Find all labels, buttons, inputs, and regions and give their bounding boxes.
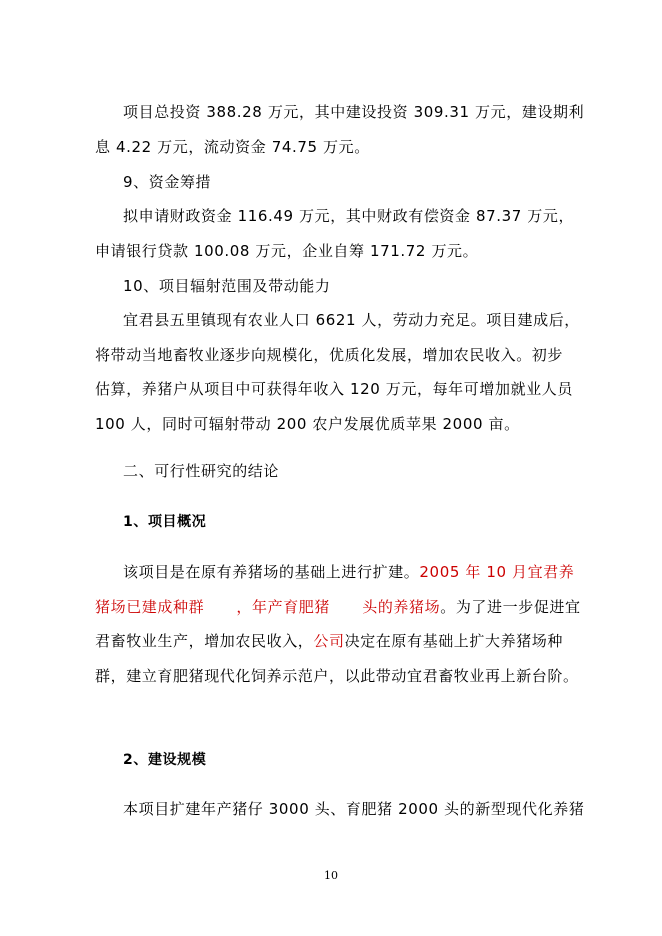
radiation-line-2: 将带动当地畜牧业逐步向规模化，优质化发展，增加农民收入。初步 [95,346,564,364]
overview-line-2 [95,597,581,617]
funding-line-2: 申请银行贷款 100.08 万元，企业自筹 171.72 万元。 [95,242,479,260]
overview-line-3 [95,631,563,651]
overview-line-3-highlight: 公司 [313,632,345,650]
overview-line-2-highlight: 猪场已建成种群 ，年产育肥猪 头的养猪场 [95,598,441,616]
overview-line-1-text: 该项目是在原有养猪场的基础上进行扩建。 [123,563,420,581]
overview-line-1-highlight: 2005 年 10 月宜君养 [419,563,575,581]
funding-heading: 9、资金筹措 [123,173,212,191]
funding-line-1: 拟申请财政资金 116.49 万元，其中财政有偿资金 87.37 万元， [123,207,575,225]
investment-line-2: 息 4.22 万元，流动资金 74.75 万元。 [95,138,370,156]
overview-line-3-text-b: 决定在原有基础上扩大养猪场种 [344,632,564,650]
investment-line-1: 项目总投资 388.28 万元，其中建设投资 309.31 万元，建设期利 [123,103,585,121]
radiation-line-3: 估算，养猪户从项目中可获得年收入 120 万元，每年可增加就业人员 [95,380,573,398]
conclusion-heading: 二、可行性研究的结论 [123,462,280,480]
overview-line-4: 群，建立育肥猪现代化饲养示范户，以此带动宜君畜牧业再上新台阶。 [95,667,579,685]
radiation-line-4: 100 人，同时可辐射带动 200 农户发展优质苹果 2000 亩。 [95,415,520,433]
overview-heading: 1、项目概况 [123,514,207,530]
scale-line-1: 本项目扩建年产猪仔 3000 头、育肥猪 2000 头的新型现代化养猪 [123,800,585,818]
overview-line-1 [123,562,574,582]
radiation-line-1: 宜君县五里镇现有农业人口 6621 人，劳动力充足。项目建成后， [123,311,580,329]
overview-line-3-text-a: 君畜牧业生产，增加农民收入， [95,632,314,650]
page-number: 10 [324,869,338,882]
overview-line-2-text: 。为了进一步促进宜 [440,598,581,616]
scale-heading: 2、建设规模 [123,752,207,768]
radiation-heading: 10、项目辐射范围及带动能力 [123,277,331,295]
